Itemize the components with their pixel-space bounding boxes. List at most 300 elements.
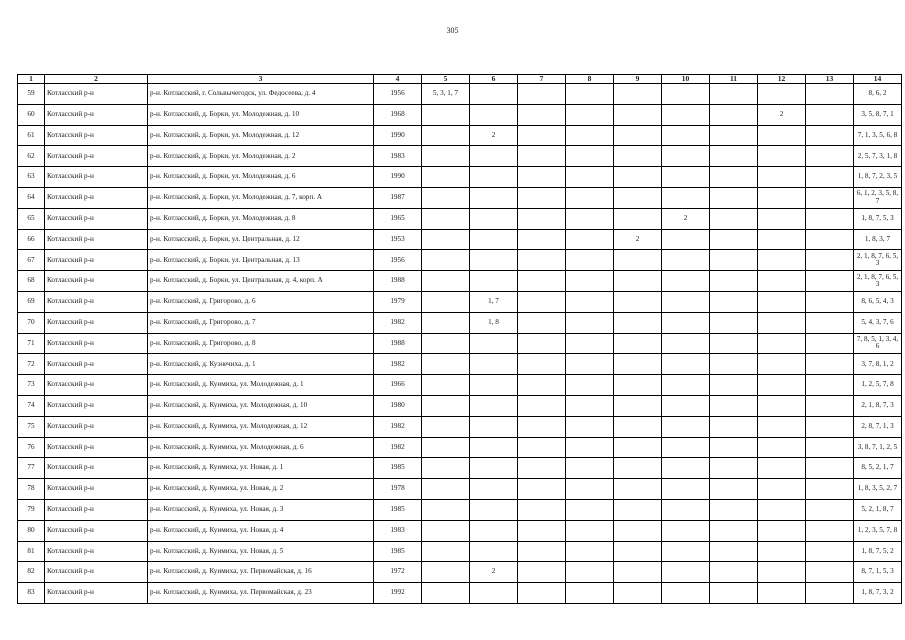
cell-district: Котласский р-н	[45, 250, 148, 271]
cell-col-11	[710, 458, 758, 479]
cell-col-14: 8, 5, 2, 1, 7	[854, 458, 902, 479]
cell-col-12	[758, 499, 806, 520]
cell-col-9	[614, 187, 662, 208]
cell-col-8	[566, 125, 614, 146]
cell-col-7	[518, 458, 566, 479]
cell-col-9	[614, 271, 662, 292]
cell-col-9: 2	[614, 229, 662, 250]
cell-address: р-н. Котласский, д. Куимиха, ул. Молодежная, д. 10	[148, 395, 374, 416]
cell-col-11	[710, 375, 758, 396]
cell-year: 1956	[374, 84, 422, 105]
column-header: 7	[518, 75, 566, 84]
column-header: 14	[854, 75, 902, 84]
cell-col-5	[422, 104, 470, 125]
cell-col-5	[422, 354, 470, 375]
cell-year: 1988	[374, 271, 422, 292]
cell-row-number: 68	[18, 271, 45, 292]
cell-year: 1985	[374, 458, 422, 479]
column-header: 3	[148, 75, 374, 84]
cell-col-9	[614, 208, 662, 229]
column-header: 4	[374, 75, 422, 84]
cell-col-10	[662, 271, 710, 292]
cell-col-8	[566, 562, 614, 583]
cell-district: Котласский р-н	[45, 187, 148, 208]
cell-col-12	[758, 187, 806, 208]
table-row	[18, 395, 902, 416]
cell-year: 1982	[374, 437, 422, 458]
cell-col-6	[470, 333, 518, 354]
cell-col-8	[566, 291, 614, 312]
cell-address: р-н. Котласский, д. Григорово, д. 6	[148, 291, 374, 312]
cell-col-12	[758, 583, 806, 604]
cell-col-12	[758, 125, 806, 146]
cell-col-13	[806, 84, 854, 105]
cell-col-13	[806, 291, 854, 312]
cell-col-8	[566, 583, 614, 604]
cell-col-14: 2, 8, 7, 1, 3	[854, 416, 902, 437]
cell-col-9	[614, 333, 662, 354]
cell-col-14: 8, 6, 2	[854, 84, 902, 105]
data-table	[17, 74, 902, 604]
cell-col-14: 1, 8, 7, 2, 3, 5	[854, 167, 902, 188]
cell-col-10	[662, 416, 710, 437]
table-row	[18, 146, 902, 167]
cell-col-7	[518, 167, 566, 188]
cell-col-5: 5, 3, 1, 7	[422, 84, 470, 105]
cell-col-8	[566, 333, 614, 354]
cell-col-11	[710, 312, 758, 333]
cell-year: 1992	[374, 583, 422, 604]
cell-row-number: 82	[18, 562, 45, 583]
cell-year: 1982	[374, 416, 422, 437]
cell-col-12	[758, 458, 806, 479]
table-row	[18, 167, 902, 188]
cell-col-12: 2	[758, 104, 806, 125]
cell-col-12	[758, 437, 806, 458]
table-row	[18, 271, 902, 292]
cell-col-5	[422, 395, 470, 416]
cell-col-14: 3, 5, 8, 7, 1	[854, 104, 902, 125]
cell-col-14: 1, 8, 3, 7	[854, 229, 902, 250]
cell-col-11	[710, 499, 758, 520]
cell-col-10	[662, 312, 710, 333]
cell-col-8	[566, 104, 614, 125]
cell-col-8	[566, 208, 614, 229]
table-row	[18, 84, 902, 105]
cell-col-6	[470, 250, 518, 271]
cell-year: 1982	[374, 312, 422, 333]
column-header: 5	[422, 75, 470, 84]
table-row	[18, 520, 902, 541]
table-row	[18, 416, 902, 437]
cell-col-13	[806, 271, 854, 292]
cell-address: р-н. Котласский, д. Куимиха, ул. Молодежная, д. 12	[148, 416, 374, 437]
cell-year: 1983	[374, 146, 422, 167]
cell-year: 1965	[374, 208, 422, 229]
cell-address: р-н. Котласский, г. Сольвычегодск, ул. Федосеева, д. 4	[148, 84, 374, 105]
cell-col-10	[662, 499, 710, 520]
cell-col-13	[806, 541, 854, 562]
cell-col-11	[710, 271, 758, 292]
cell-col-10	[662, 541, 710, 562]
cell-col-7	[518, 354, 566, 375]
cell-col-6	[470, 395, 518, 416]
cell-col-6	[470, 541, 518, 562]
cell-col-10	[662, 520, 710, 541]
cell-col-10	[662, 84, 710, 105]
cell-col-7	[518, 312, 566, 333]
cell-col-13	[806, 229, 854, 250]
cell-address: р-н. Котласский, д. Борки, ул. Молодежная, д. 7, корп. А	[148, 187, 374, 208]
cell-row-number: 64	[18, 187, 45, 208]
cell-col-14: 1, 2, 3, 5, 7, 8	[854, 520, 902, 541]
table-row	[18, 583, 902, 604]
cell-district: Котласский р-н	[45, 562, 148, 583]
table-row	[18, 354, 902, 375]
cell-col-6	[470, 146, 518, 167]
cell-col-5	[422, 312, 470, 333]
cell-col-6: 2	[470, 125, 518, 146]
cell-district: Котласский р-н	[45, 479, 148, 500]
cell-address: р-н. Котласский, д. Борки, ул. Молодежная, д. 10	[148, 104, 374, 125]
cell-col-5	[422, 541, 470, 562]
cell-col-10	[662, 229, 710, 250]
cell-col-12	[758, 271, 806, 292]
cell-col-9	[614, 541, 662, 562]
cell-col-7	[518, 416, 566, 437]
table-row	[18, 333, 902, 354]
cell-address: р-н. Котласский, д. Борки, ул. Молодежная, д. 2	[148, 146, 374, 167]
cell-row-number: 77	[18, 458, 45, 479]
cell-col-11	[710, 250, 758, 271]
page-number: 305	[446, 26, 459, 35]
cell-address: р-н. Котласский, д. Борки, ул. Молодежная, д. 12	[148, 125, 374, 146]
cell-col-7	[518, 583, 566, 604]
cell-address: р-н. Котласский, д. Куимиха, ул. Первомайская, д. 16	[148, 562, 374, 583]
cell-col-13	[806, 416, 854, 437]
cell-address: р-н. Котласский, д. Куимиха, ул. Молодежная, д. 1	[148, 375, 374, 396]
cell-address: р-н. Котласский, д. Борки, ул. Центральная, д. 13	[148, 250, 374, 271]
cell-district: Котласский р-н	[45, 416, 148, 437]
cell-district: Котласский р-н	[45, 354, 148, 375]
table-row	[18, 437, 902, 458]
cell-col-13	[806, 208, 854, 229]
cell-address: р-н. Котласский, д. Кузнечиха, д. 1	[148, 354, 374, 375]
cell-col-13	[806, 520, 854, 541]
cell-col-12	[758, 229, 806, 250]
cell-col-13	[806, 146, 854, 167]
cell-col-6	[470, 583, 518, 604]
cell-col-10	[662, 375, 710, 396]
table-row	[18, 499, 902, 520]
cell-col-7	[518, 104, 566, 125]
cell-district: Котласский р-н	[45, 229, 148, 250]
table-row	[18, 291, 902, 312]
cell-col-14: 6, 1, 2, 3, 5, 8, 7	[854, 187, 902, 208]
cell-district: Котласский р-н	[45, 167, 148, 188]
cell-col-12	[758, 291, 806, 312]
cell-col-9	[614, 437, 662, 458]
cell-address: р-н. Котласский, д. Куимиха, ул. Новая, д. 2	[148, 479, 374, 500]
cell-col-10	[662, 146, 710, 167]
cell-year: 1988	[374, 333, 422, 354]
cell-col-7	[518, 520, 566, 541]
cell-col-9	[614, 499, 662, 520]
cell-row-number: 67	[18, 250, 45, 271]
cell-col-6: 1, 8	[470, 312, 518, 333]
cell-col-11	[710, 541, 758, 562]
cell-address: р-н. Котласский, д. Куимиха, ул. Первомайская, д. 23	[148, 583, 374, 604]
cell-address: р-н. Котласский, д. Борки, ул. Молодежная, д. 8	[148, 208, 374, 229]
cell-district: Котласский р-н	[45, 104, 148, 125]
cell-col-13	[806, 104, 854, 125]
cell-col-12	[758, 333, 806, 354]
cell-row-number: 62	[18, 146, 45, 167]
cell-col-5	[422, 333, 470, 354]
cell-district: Котласский р-н	[45, 312, 148, 333]
table-row	[18, 250, 902, 271]
cell-col-10	[662, 583, 710, 604]
cell-col-11	[710, 354, 758, 375]
cell-col-14: 1, 2, 5, 7, 8	[854, 375, 902, 396]
cell-col-6	[470, 479, 518, 500]
cell-address: р-н. Котласский, д. Борки, ул. Центральная, д. 12	[148, 229, 374, 250]
cell-district: Котласский р-н	[45, 208, 148, 229]
cell-col-12	[758, 250, 806, 271]
cell-col-10	[662, 291, 710, 312]
cell-col-5	[422, 479, 470, 500]
cell-col-13	[806, 354, 854, 375]
cell-col-6	[470, 187, 518, 208]
cell-district: Котласский р-н	[45, 333, 148, 354]
cell-col-9	[614, 104, 662, 125]
cell-col-8	[566, 520, 614, 541]
cell-col-5	[422, 458, 470, 479]
cell-col-14: 1, 8, 7, 5, 2	[854, 541, 902, 562]
cell-col-6	[470, 104, 518, 125]
cell-district: Котласский р-н	[45, 541, 148, 562]
cell-col-9	[614, 375, 662, 396]
cell-col-5	[422, 187, 470, 208]
cell-row-number: 80	[18, 520, 45, 541]
column-header: 12	[758, 75, 806, 84]
cell-district: Котласский р-н	[45, 84, 148, 105]
cell-district: Котласский р-н	[45, 271, 148, 292]
table-row	[18, 541, 902, 562]
cell-col-5	[422, 271, 470, 292]
cell-col-10	[662, 333, 710, 354]
cell-col-9	[614, 583, 662, 604]
table-row	[18, 375, 902, 396]
cell-col-12	[758, 84, 806, 105]
cell-col-12	[758, 208, 806, 229]
cell-col-6: 1, 7	[470, 291, 518, 312]
cell-col-14: 2, 1, 8, 7, 6, 5, 3	[854, 271, 902, 292]
cell-col-6	[470, 84, 518, 105]
cell-year: 1953	[374, 229, 422, 250]
cell-row-number: 73	[18, 375, 45, 396]
cell-col-13	[806, 167, 854, 188]
cell-year: 1987	[374, 187, 422, 208]
cell-col-13	[806, 312, 854, 333]
cell-col-11	[710, 187, 758, 208]
cell-col-7	[518, 84, 566, 105]
cell-col-10	[662, 104, 710, 125]
cell-col-7	[518, 125, 566, 146]
cell-col-11	[710, 291, 758, 312]
cell-col-11	[710, 395, 758, 416]
cell-col-9	[614, 416, 662, 437]
cell-row-number: 61	[18, 125, 45, 146]
cell-address: р-н. Котласский, д. Григорово, д. 8	[148, 333, 374, 354]
cell-year: 1968	[374, 104, 422, 125]
cell-col-12	[758, 395, 806, 416]
cell-col-8	[566, 312, 614, 333]
cell-district: Котласский р-н	[45, 375, 148, 396]
cell-col-12	[758, 312, 806, 333]
column-header: 13	[806, 75, 854, 84]
cell-col-6	[470, 167, 518, 188]
cell-col-7	[518, 541, 566, 562]
cell-col-8	[566, 167, 614, 188]
cell-col-11	[710, 437, 758, 458]
cell-col-13	[806, 479, 854, 500]
cell-col-14: 2, 1, 8, 7, 3	[854, 395, 902, 416]
cell-col-7	[518, 562, 566, 583]
cell-row-number: 63	[18, 167, 45, 188]
column-header: 1	[18, 75, 45, 84]
cell-col-6	[470, 499, 518, 520]
cell-col-14: 1, 8, 7, 3, 2	[854, 583, 902, 604]
cell-address: р-н. Котласский, д. Куимиха, ул. Новая, д. 5	[148, 541, 374, 562]
cell-col-14: 3, 8, 7, 1, 2, 5	[854, 437, 902, 458]
cell-col-9	[614, 458, 662, 479]
cell-col-7	[518, 479, 566, 500]
cell-col-11	[710, 479, 758, 500]
cell-row-number: 81	[18, 541, 45, 562]
cell-col-13	[806, 437, 854, 458]
cell-col-5	[422, 250, 470, 271]
cell-row-number: 66	[18, 229, 45, 250]
cell-col-9	[614, 562, 662, 583]
cell-col-12	[758, 375, 806, 396]
cell-row-number: 69	[18, 291, 45, 312]
cell-col-8	[566, 229, 614, 250]
cell-col-10	[662, 395, 710, 416]
cell-year: 1979	[374, 291, 422, 312]
cell-col-12	[758, 562, 806, 583]
cell-col-5	[422, 146, 470, 167]
cell-col-10	[662, 479, 710, 500]
cell-year: 1982	[374, 354, 422, 375]
cell-col-7	[518, 271, 566, 292]
cell-col-9	[614, 395, 662, 416]
cell-district: Котласский р-н	[45, 583, 148, 604]
cell-col-13	[806, 562, 854, 583]
cell-col-6	[470, 458, 518, 479]
cell-district: Котласский р-н	[45, 125, 148, 146]
cell-col-13	[806, 395, 854, 416]
cell-col-14: 2, 1, 8, 7, 6, 5, 3	[854, 250, 902, 271]
cell-col-7	[518, 437, 566, 458]
cell-col-11	[710, 208, 758, 229]
cell-col-11	[710, 583, 758, 604]
cell-col-6	[470, 271, 518, 292]
cell-year: 1966	[374, 375, 422, 396]
cell-col-6	[470, 520, 518, 541]
cell-col-5	[422, 562, 470, 583]
cell-col-13	[806, 187, 854, 208]
cell-district: Котласский р-н	[45, 437, 148, 458]
cell-col-9	[614, 291, 662, 312]
cell-col-6	[470, 437, 518, 458]
cell-address: р-н. Котласский, д. Борки, ул. Центральная, д. 4, корп. А	[148, 271, 374, 292]
cell-col-10	[662, 250, 710, 271]
cell-col-5	[422, 583, 470, 604]
cell-col-7	[518, 187, 566, 208]
cell-col-5	[422, 416, 470, 437]
cell-col-9	[614, 250, 662, 271]
cell-district: Котласский р-н	[45, 291, 148, 312]
cell-col-6	[470, 416, 518, 437]
cell-col-11	[710, 146, 758, 167]
cell-col-10	[662, 562, 710, 583]
cell-col-8	[566, 458, 614, 479]
column-header: 9	[614, 75, 662, 84]
cell-col-7	[518, 333, 566, 354]
cell-col-9	[614, 312, 662, 333]
cell-address: р-н. Котласский, д. Григорово, д. 7	[148, 312, 374, 333]
cell-col-11	[710, 229, 758, 250]
cell-col-10	[662, 167, 710, 188]
cell-year: 1972	[374, 562, 422, 583]
cell-col-9	[614, 125, 662, 146]
cell-col-11	[710, 520, 758, 541]
cell-col-5	[422, 125, 470, 146]
cell-col-5	[422, 375, 470, 396]
cell-col-5	[422, 291, 470, 312]
cell-col-12	[758, 167, 806, 188]
cell-row-number: 75	[18, 416, 45, 437]
cell-col-11	[710, 562, 758, 583]
cell-address: р-н. Котласский, д. Борки, ул. Молодежная, д. 6	[148, 167, 374, 188]
cell-col-14: 8, 7, 1, 5, 3	[854, 562, 902, 583]
cell-col-8	[566, 416, 614, 437]
cell-col-11	[710, 167, 758, 188]
cell-col-14: 1, 8, 3, 5, 2, 7	[854, 479, 902, 500]
cell-row-number: 70	[18, 312, 45, 333]
cell-col-7	[518, 395, 566, 416]
cell-col-10	[662, 187, 710, 208]
cell-row-number: 71	[18, 333, 45, 354]
cell-col-8	[566, 250, 614, 271]
cell-district: Котласский р-н	[45, 520, 148, 541]
cell-col-12	[758, 479, 806, 500]
cell-col-8	[566, 437, 614, 458]
cell-col-10	[662, 354, 710, 375]
cell-row-number: 83	[18, 583, 45, 604]
cell-year: 1983	[374, 520, 422, 541]
cell-col-13	[806, 375, 854, 396]
cell-col-7	[518, 208, 566, 229]
cell-row-number: 65	[18, 208, 45, 229]
cell-col-10	[662, 125, 710, 146]
cell-col-10: 2	[662, 208, 710, 229]
column-header: 8	[566, 75, 614, 84]
cell-col-10	[662, 437, 710, 458]
cell-col-7	[518, 146, 566, 167]
cell-year: 1980	[374, 395, 422, 416]
